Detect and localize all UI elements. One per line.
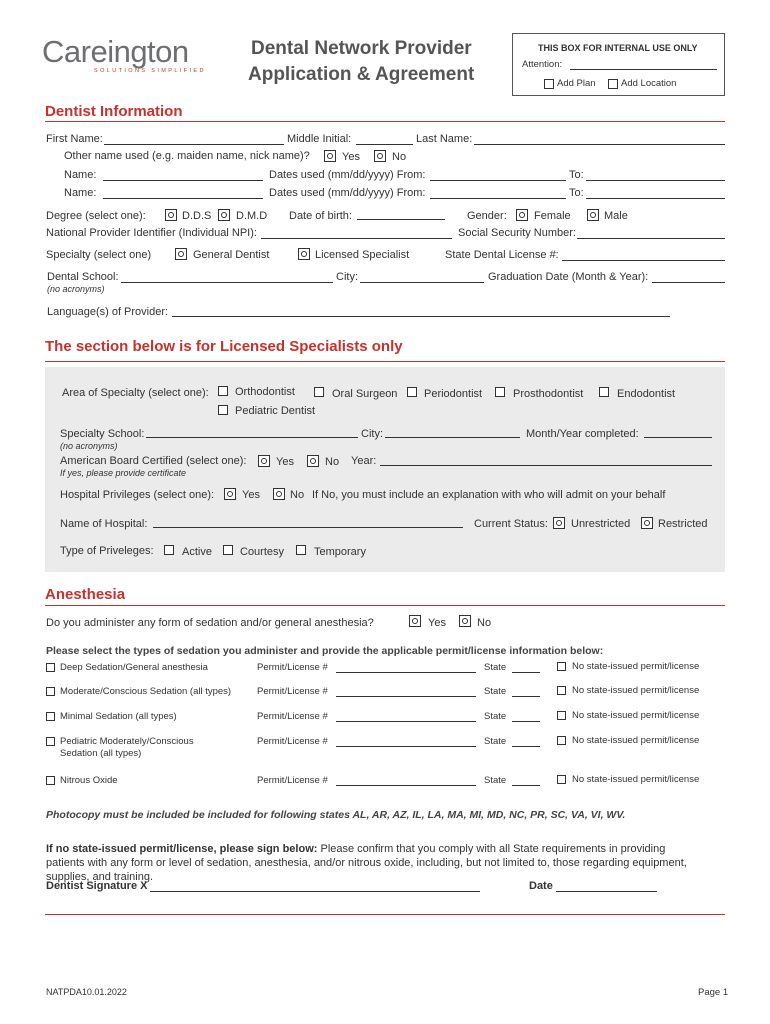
specialty-licensed-radio[interactable] (298, 248, 310, 260)
state-field[interactable] (512, 746, 540, 747)
permit-field[interactable] (336, 785, 476, 786)
hospital-priv-note: If No, you must include an explanation with who will admit on your behalf (312, 489, 666, 501)
page-number: Page 1 (698, 987, 729, 998)
board-year-label: Year: (351, 455, 377, 467)
area-specialty-label: Area of Specialty (select one): (62, 387, 209, 399)
languages-label: Language(s) of Provider: (47, 306, 169, 318)
gender-male-label: Male (604, 210, 628, 222)
state-field[interactable] (512, 721, 540, 722)
gender-female-label: Female (534, 210, 571, 222)
sedation-type-checkbox[interactable] (46, 776, 55, 785)
sedation-type-checkbox[interactable] (46, 712, 55, 721)
dates-used-label: Dates used (mm/dd/yyyy) From: (269, 169, 426, 181)
state-label: State (484, 711, 507, 722)
other-name-no-label: No (392, 151, 407, 163)
hospital-priv-yes-radio[interactable] (224, 488, 236, 500)
oral-surgeon-label: Oral Surgeon (332, 388, 398, 400)
dental-school-field[interactable] (121, 282, 333, 283)
sedation-no-radio[interactable] (459, 615, 471, 627)
dental-school-city-label: City: (336, 271, 358, 283)
signature-date-label: Date (529, 880, 553, 892)
board-certified-label: American Board Certified (select one): (60, 455, 247, 467)
dob-label: Date of birth: (289, 210, 352, 222)
ortho-label: Orthodontist (235, 386, 295, 398)
ssn-label: Social Security Number: (458, 227, 576, 239)
last-name-field[interactable] (474, 144, 725, 145)
graduation-label: Graduation Date (Month & Year): (488, 271, 649, 283)
priv-temporary-label: Temporary (314, 546, 366, 558)
pedo-label: Pediatric Dentist (235, 405, 316, 417)
sedation-yes-radio[interactable] (409, 615, 421, 627)
specialty-label: Specialty (select one) (46, 249, 152, 261)
degree-label: Degree (select one): (46, 210, 146, 222)
dates-to-field-2[interactable] (586, 198, 725, 199)
degree-dmd-label: D.M.D (236, 210, 268, 222)
no-permit-label: No state-issued permit/license (572, 710, 700, 721)
dates-to-field[interactable] (586, 180, 725, 181)
careington-logo (42, 36, 206, 74)
other-name-yes-label: Yes (342, 151, 360, 163)
dates-used-label-2: Dates used (mm/dd/yyyy) From: (269, 187, 426, 199)
sedation-type-checkbox[interactable] (46, 737, 55, 746)
status-restricted-label: Restricted (658, 518, 708, 530)
other-name-label: Other name used (e.g. maiden name, nick name)? (64, 150, 310, 162)
permit-label: Permit/License # (257, 775, 328, 786)
board-yes-label: Yes (276, 456, 294, 468)
sedation-type-label: Pediatric Moderately/Conscious (60, 736, 194, 747)
attention-field[interactable] (570, 69, 717, 70)
alias-name-label: Name: (64, 169, 97, 181)
specialty-school-label: Specialty School: (60, 428, 145, 440)
permit-label: Permit/License # (257, 686, 328, 697)
dentist-info-heading: Dentist Information (45, 103, 183, 120)
section-divider (45, 605, 725, 606)
first-name-field[interactable] (104, 144, 284, 145)
section-divider (45, 121, 725, 122)
no-permit-checkbox[interactable] (557, 775, 566, 784)
state-license-field[interactable] (562, 260, 725, 261)
priv-courtesy-checkbox[interactable] (223, 545, 233, 555)
sign-instructions-text2: patients with any form or level of sedation, anesthesia, and/or nitrous oxide, including, but not limited to, those regarding equipment, (46, 857, 687, 869)
sedation-type-label: Moderate/Conscious Sedation (all types) (60, 686, 232, 697)
sedation-type-label: Deep Sedation/General anesthesia (60, 662, 208, 673)
no-permit-label: No state-issued permit/license (572, 735, 700, 746)
specialty-city-label: City: (361, 428, 383, 440)
no-permit-checkbox[interactable] (557, 662, 566, 671)
attention-label: Attention: (522, 59, 563, 70)
dentist-signature-label: Dentist Signature X (46, 880, 148, 892)
month-year-field[interactable] (644, 437, 712, 438)
logo-tagline: SOLUTIONS SIMPLIFIED (94, 68, 206, 74)
permit-label: Permit/License # (257, 662, 328, 673)
no-permit-checkbox[interactable] (557, 686, 566, 695)
state-field[interactable] (512, 785, 540, 786)
hospital-name-label: Name of Hospital: (60, 518, 148, 530)
ortho-checkbox[interactable] (218, 386, 228, 396)
gender-female-radio[interactable] (516, 209, 528, 221)
npi-field[interactable] (261, 238, 452, 239)
sign-instructions-text: Please confirm that you comply with all State requirements in providing (320, 843, 666, 855)
last-name-label: Last Name: (416, 133, 473, 145)
board-no-radio[interactable] (307, 455, 319, 467)
state-license-label: State Dental License #: (445, 249, 559, 261)
add-location-label: Add Location (621, 78, 677, 89)
sedation-type-label: Minimal Sedation (all types) (60, 711, 177, 722)
sedation-instructions: Please select the types of sedation you administer and provide the applicable permit/license information below: (46, 645, 604, 657)
sedation-type-checkbox[interactable] (46, 687, 55, 696)
page-title-line1: Dental Network Provider (251, 38, 472, 59)
no-permit-label: No state-issued permit/license (572, 661, 700, 672)
pedo-checkbox[interactable] (218, 405, 228, 415)
npi-label: National Provider Identifier (Individual NPI): (46, 227, 257, 239)
section-divider (45, 361, 725, 362)
dates-from-field-2[interactable] (430, 198, 566, 199)
endo-label: Endodontist (617, 388, 676, 400)
board-yes-radio[interactable] (258, 455, 270, 467)
permit-field[interactable] (336, 696, 476, 697)
status-restricted-radio[interactable] (641, 517, 653, 529)
if-yes-note: If yes, please provide certificate (60, 468, 187, 478)
internal-box-title: THIS BOX FOR INTERNAL USE ONLY (538, 43, 698, 53)
alias-name-field[interactable] (103, 180, 263, 181)
gender-label: Gender: (467, 210, 507, 222)
anesthesia-heading: Anesthesia (45, 586, 126, 603)
hospital-priv-no-radio[interactable] (273, 488, 285, 500)
specialty-general-radio[interactable] (175, 248, 187, 260)
sedation-type-label-2: Sedation (all types) (60, 748, 142, 759)
dentist-signature-field[interactable] (150, 891, 480, 892)
current-status-label: Current Status: (474, 518, 548, 530)
board-no-label: No (325, 456, 340, 468)
sign-instructions-bold: If no state-issued permit/license, please sign below: (46, 843, 318, 855)
specialty-licensed-label: Licensed Specialist (315, 249, 410, 261)
permit-label: Permit/License # (257, 711, 328, 722)
signature-date-field[interactable] (556, 891, 657, 892)
specialty-general-label: General Dentist (193, 249, 270, 261)
state-field[interactable] (512, 696, 540, 697)
state-field[interactable] (512, 672, 540, 673)
dental-school-label: Dental School: (47, 271, 119, 283)
middle-initial-label: Middle Initial: (287, 133, 352, 145)
status-unrestricted-label: Unrestricted (571, 518, 631, 530)
board-year-field[interactable] (380, 465, 712, 466)
status-unrestricted-radio[interactable] (553, 517, 565, 529)
state-label: State (484, 662, 507, 673)
graduation-field[interactable] (652, 282, 725, 283)
oral-surgeon-checkbox[interactable] (314, 387, 324, 397)
add-plan-label: Add Plan (557, 78, 596, 89)
specialty-no-acronyms: (no acronyms) (60, 441, 118, 451)
no-permit-label: No state-issued permit/license (572, 774, 700, 785)
hospital-priv-yes-label: Yes (242, 489, 260, 501)
type-privileges-label: Type of Priveleges: (60, 545, 154, 557)
gender-male-radio[interactable] (587, 209, 599, 221)
sign-instructions (46, 842, 726, 884)
no-acronyms-note: (no acronyms) (47, 284, 105, 294)
permit-field[interactable] (336, 672, 476, 673)
sedation-no-label: No (477, 617, 492, 629)
other-name-no-radio[interactable] (374, 150, 386, 162)
dob-field[interactable] (357, 219, 445, 220)
languages-field[interactable] (172, 316, 670, 317)
state-label: State (484, 686, 507, 697)
state-label: State (484, 775, 507, 786)
degree-dmd-radio[interactable] (218, 209, 230, 221)
first-name-label: First Name: (46, 133, 103, 145)
month-year-label: Month/Year completed: (526, 428, 639, 440)
internal-use-box (512, 33, 725, 96)
add-plan-checkbox[interactable] (544, 79, 554, 89)
dates-from-field[interactable] (430, 180, 566, 181)
hospital-name-field[interactable] (153, 527, 463, 528)
specialty-city-field[interactable] (385, 437, 520, 438)
permit-field[interactable] (336, 746, 476, 747)
logo-wordmark: Careington (42, 34, 189, 69)
photocopy-note: Photocopy must be included be included for following states AL, AR, AZ, IL, LA, MA, MI, MD, NC, PR, SC, VA, VI, WV. (46, 809, 626, 821)
state-label: State (484, 736, 507, 747)
alias-name-field-2[interactable] (103, 198, 263, 199)
priv-courtesy-label: Courtesy (240, 546, 285, 558)
alias-name-label-2: Name: (64, 187, 97, 199)
hospital-privileges-label: Hospital Privileges (select one): (60, 489, 215, 501)
degree-dds-radio[interactable] (165, 209, 177, 221)
middle-initial-field[interactable] (356, 144, 413, 145)
permit-label: Permit/License # (257, 736, 328, 747)
dates-to-label-2: To: (569, 187, 584, 199)
ssn-field[interactable] (577, 238, 725, 239)
prostho-checkbox[interactable] (495, 387, 505, 397)
sedation-type-checkbox[interactable] (46, 663, 55, 672)
sedation-type-label: Nitrous Oxide (60, 775, 118, 786)
permit-field[interactable] (336, 721, 476, 722)
section-divider (45, 914, 725, 915)
sign-instructions-text3: supplies, and training. (46, 871, 154, 883)
page-title-line2: Application & Agreement (248, 64, 475, 85)
degree-dds-label: D.D.S (182, 210, 212, 222)
priv-active-checkbox[interactable] (164, 545, 174, 555)
no-permit-checkbox[interactable] (557, 711, 566, 720)
specialty-school-field[interactable] (146, 437, 358, 438)
no-permit-label: No state-issued permit/license (572, 685, 700, 696)
specialists-heading: The section below is for Licensed Specialists only (45, 338, 403, 355)
priv-temporary-checkbox[interactable] (296, 545, 306, 555)
perio-label: Periodontist (424, 388, 483, 400)
no-permit-checkbox[interactable] (557, 736, 566, 745)
dental-school-city-field[interactable] (360, 282, 484, 283)
priv-active-label: Active (182, 546, 212, 558)
other-name-yes-radio[interactable] (324, 150, 336, 162)
dates-to-label: To: (569, 169, 584, 181)
endo-checkbox[interactable] (599, 387, 609, 397)
add-location-checkbox[interactable] (608, 79, 618, 89)
sedation-yes-label: Yes (428, 617, 446, 629)
form-code: NATPDA10.01.2022 (46, 987, 127, 997)
perio-checkbox[interactable] (407, 387, 417, 397)
hospital-priv-no-label: No (290, 489, 305, 501)
prostho-label: Prosthodontist (513, 388, 584, 400)
sedation-question: Do you administer any form of sedation and/or general anesthesia? (46, 617, 374, 629)
